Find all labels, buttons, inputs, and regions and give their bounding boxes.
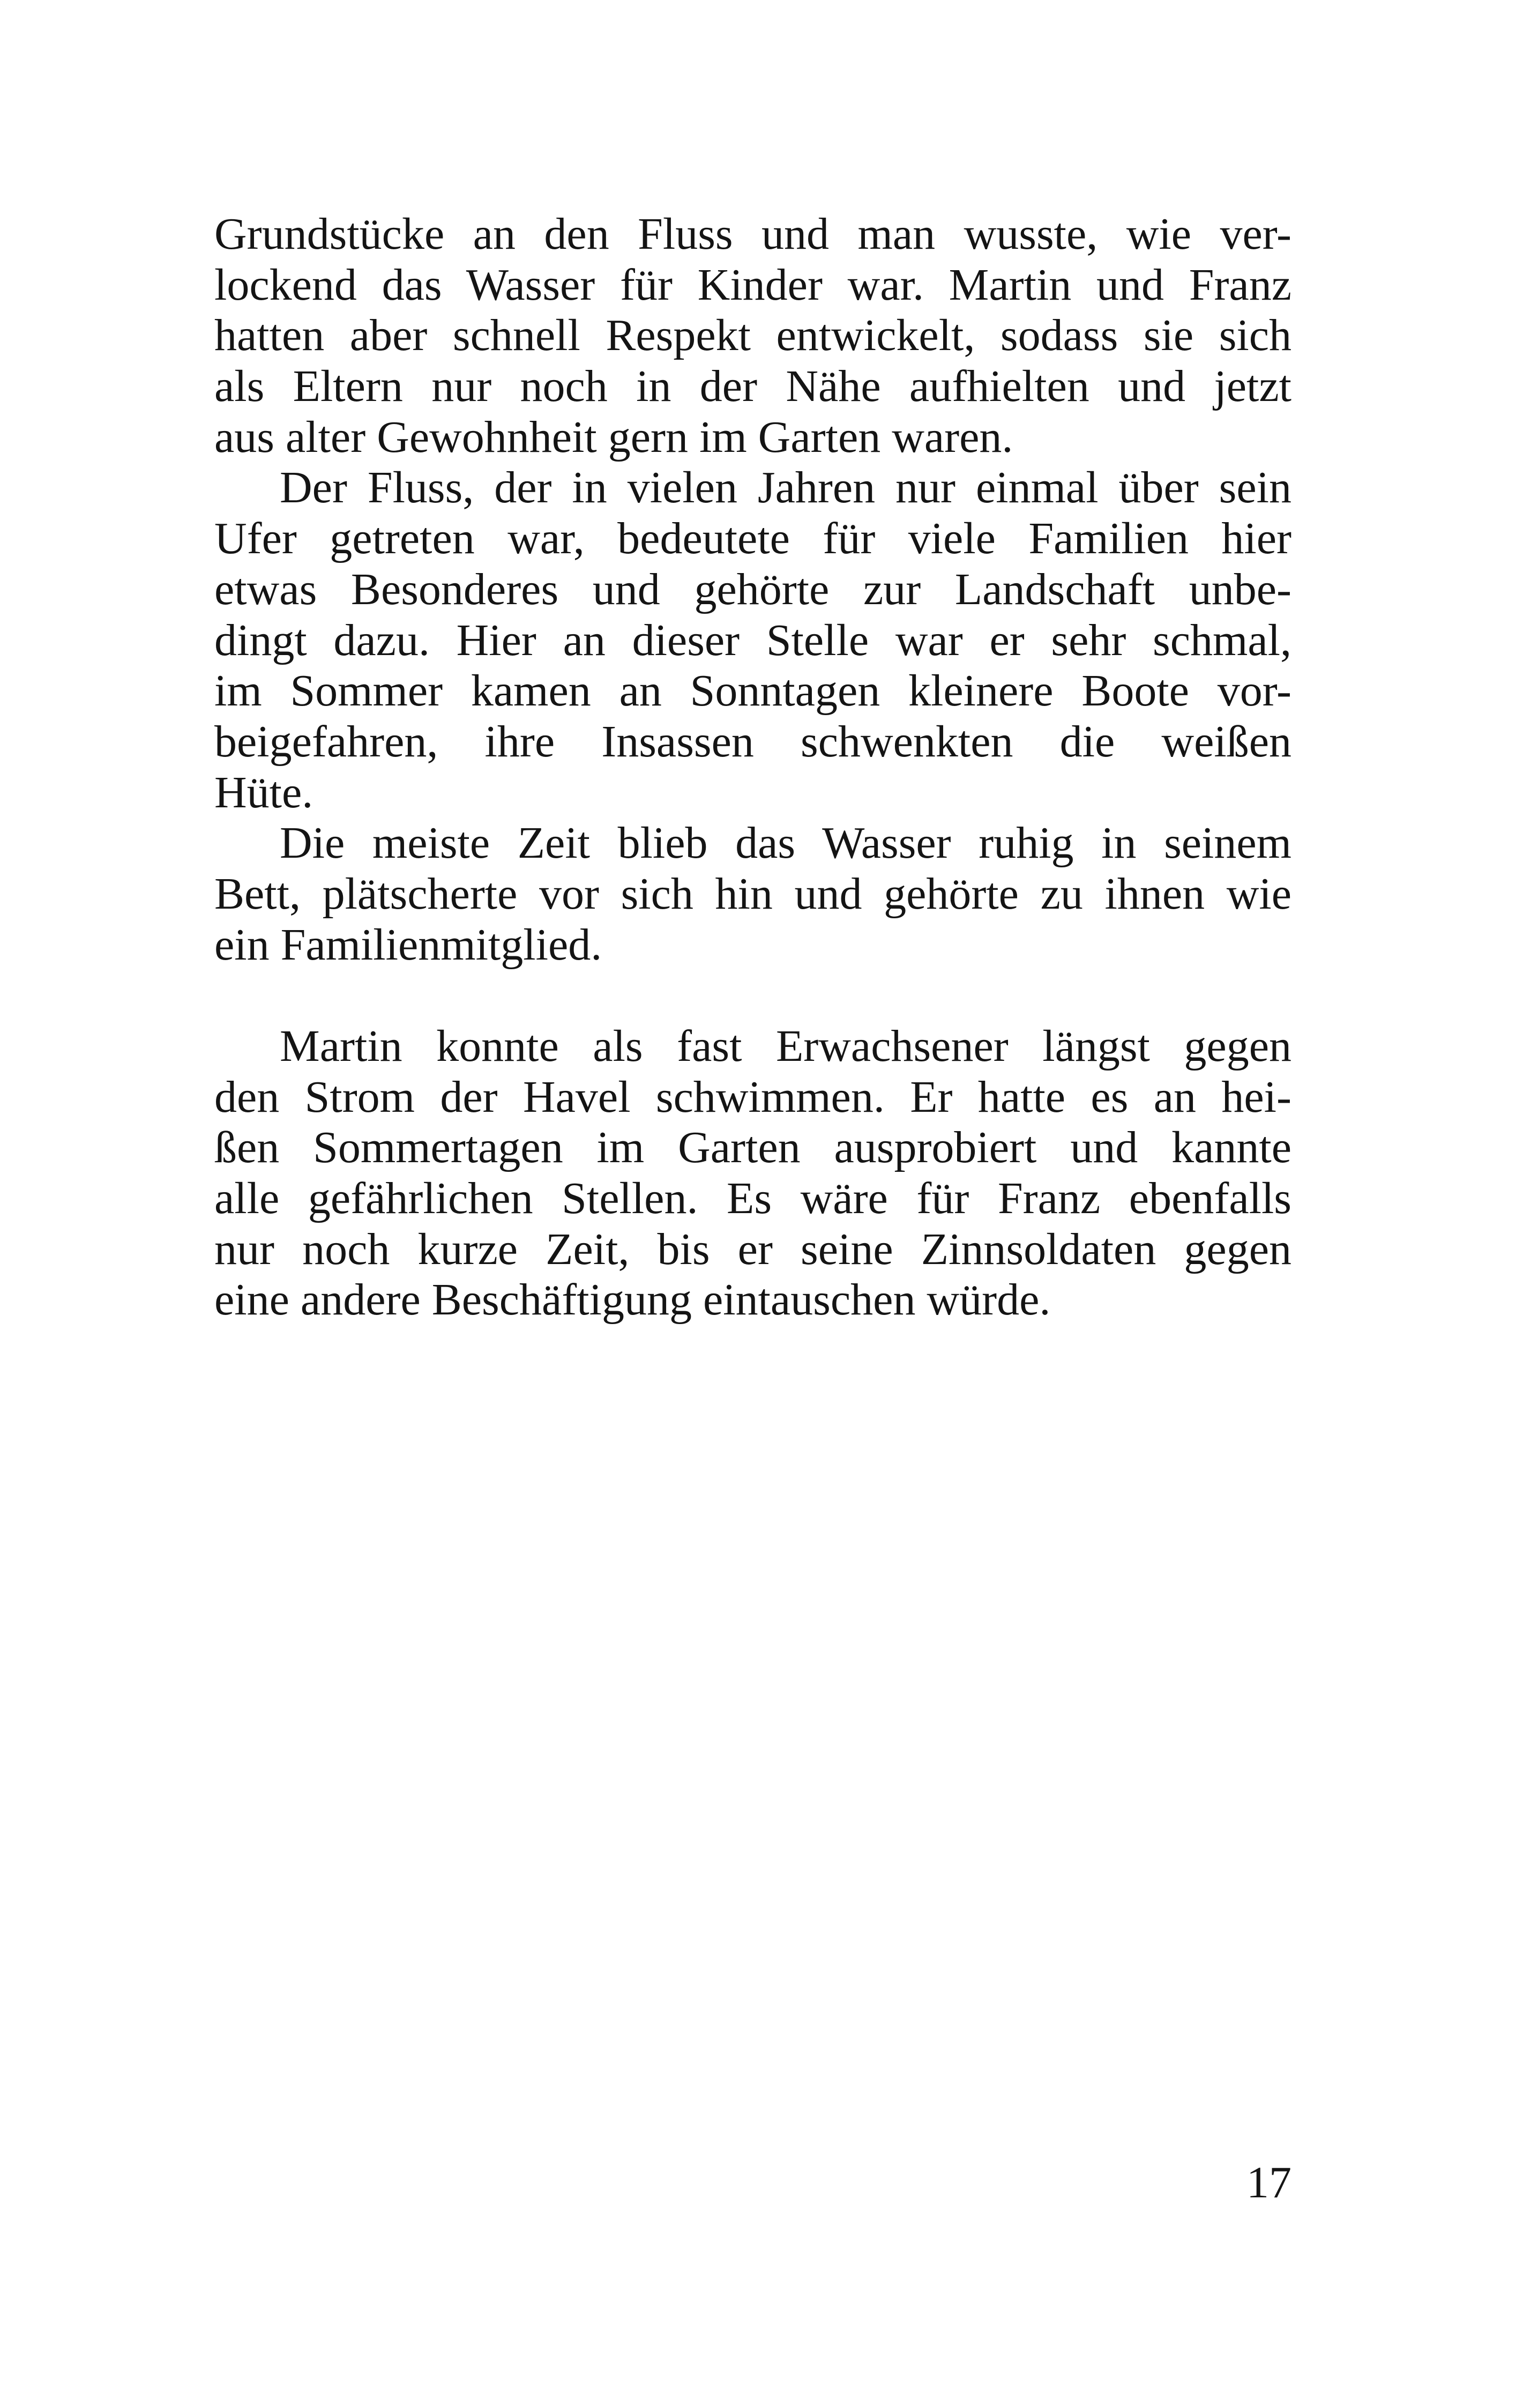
text-line: Der Fluss, der in vielen Jahren nur einmal über sein: [280, 463, 1291, 513]
text-line: hatten aber schnell Respekt entwickelt, sodass sie sich: [214, 310, 1291, 361]
text-line: als Eltern nur noch in der Nähe aufhielten und jetzt: [214, 361, 1291, 412]
text-line: Die meiste Zeit blieb das Wasser ruhig in seinem: [280, 818, 1291, 868]
text-line: Martin konnte als fast Erwachsener längst gegen: [280, 1021, 1291, 1071]
text-line: nur noch kurze Zeit, bis er seine Zinnsoldaten gegen: [214, 1224, 1291, 1274]
text-line: aus alter Gewohnheit gern im Garten waren.: [214, 412, 1013, 462]
paragraph: [214, 1021, 1291, 1326]
text-line: etwas Besonderes und gehörte zur Landschaft unbe-: [214, 564, 1291, 614]
text-line: Grundstücke an den Fluss und man wusste, wie ver-: [214, 209, 1291, 259]
text-line: Bett, plätscherte vor sich hin und gehörte zu ihnen wie: [214, 868, 1291, 919]
section-break: [214, 970, 1291, 1021]
text-line: lockend das Wasser für Kinder war. Martin und Franz: [214, 259, 1291, 310]
page-number: 17: [1246, 2158, 1291, 2208]
text-line: alle gefährlichen Stellen. Es wäre für Franz ebenfalls: [214, 1173, 1291, 1224]
body-text: [214, 209, 1291, 1326]
paragraph: [214, 818, 1291, 970]
text-line: eine andere Beschäftigung eintauschen würde.: [214, 1275, 1051, 1325]
text-line: dingt dazu. Hier an dieser Stelle war er sehr schmal,: [214, 615, 1291, 665]
text-line: ein Familienmitglied.: [214, 919, 602, 970]
text-line: im Sommer kamen an Sonntagen kleinere Boote vor-: [214, 666, 1291, 716]
text-line: Ufer getreten war, bedeutete für viele Familien hier: [214, 514, 1291, 564]
paragraph: [214, 209, 1291, 463]
text-line: Hüte.: [214, 767, 313, 817]
text-line: den Strom der Havel schwimmen. Er hatte es an hei-: [214, 1072, 1291, 1122]
text-line: ßen Sommertagen im Garten ausprobiert und kannte: [214, 1123, 1291, 1173]
text-line: beigefahren, ihre Insassen schwenkten die weißen: [214, 716, 1291, 767]
paragraph: [214, 463, 1291, 818]
